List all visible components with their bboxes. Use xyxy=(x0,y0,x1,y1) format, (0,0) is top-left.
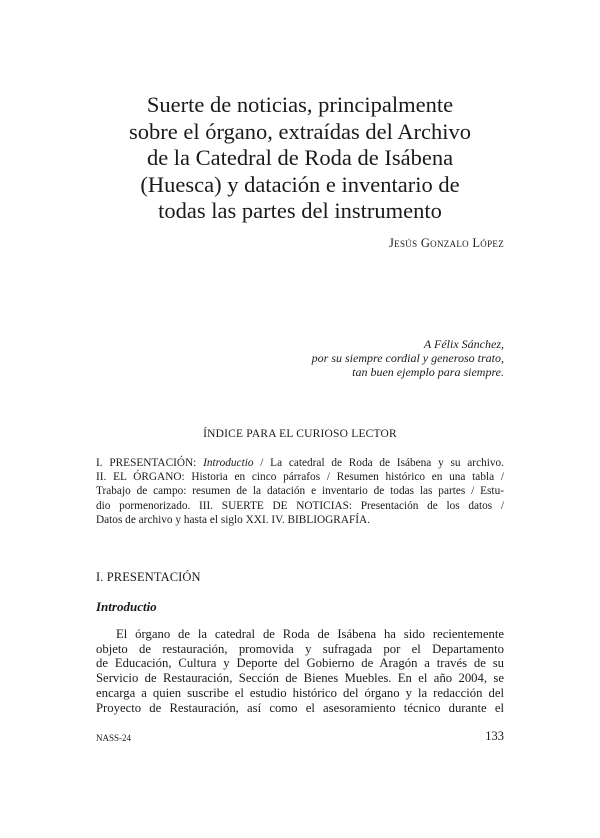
title-line: de la Catedral de Roda de Isábena xyxy=(146,145,454,170)
index-line: dio pormenorizado. III. SUERTE DE NOTICIAS: Presentación de los datos / xyxy=(96,499,504,512)
body-line: Servicio de Restauración, Sección de Bienes Muebles. En el año 2004, se xyxy=(96,671,504,686)
title-line: Suerte de noticias, principalmente xyxy=(146,92,454,117)
index-text: I. PRESENTACIÓN: xyxy=(96,457,204,469)
subsection-heading: Introductio xyxy=(96,599,157,614)
article-title xyxy=(96,92,504,225)
index-body xyxy=(96,456,504,527)
dedication-line: por su siempre cordial y generoso trato, xyxy=(311,351,504,366)
index-heading: ÍNDICE PARA EL CURIOSO LECTOR xyxy=(203,428,397,440)
index-line: Datos de archivo y hasta el siglo XXI. IV. BIBLIOGRAFÍA. xyxy=(96,513,371,526)
dedication xyxy=(204,337,504,380)
page-number: 133 xyxy=(485,729,504,743)
body-line: Proyecto de Restauración, así como el asesoramiento técnico durante el xyxy=(96,700,504,715)
index-text: / La catedral de Roda de Isábena y su archivo. xyxy=(253,457,504,469)
index-line: II. EL ÓRGANO: Historia en cinco párrafos / Resumen histórico en una tabla / xyxy=(96,471,504,484)
body-line: encarga a quien suscribe el estudio histórico del órgano y la redacción del xyxy=(96,685,504,700)
dedication-line: A Félix Sánchez, xyxy=(423,337,504,351)
title-line: (Huesca) y datación e inventario de xyxy=(140,171,460,197)
body-line: objeto de restauración, promovida y sufragada por el Departamento xyxy=(96,641,504,656)
body-paragraph xyxy=(96,627,504,715)
section-heading: I. PRESENTACIÓN xyxy=(96,570,201,584)
index-line: Trabajo de campo: resumen de la datación e inventario de todas las partes / Estu- xyxy=(96,485,504,498)
body-line: El órgano de la catedral de Roda de Isábena ha sido recientemente xyxy=(116,627,504,641)
author-name: Jesús Gonzalo López xyxy=(389,236,504,250)
title-line: sobre el órgano, extraídas del Archivo xyxy=(129,118,471,144)
index-emphasis: Introductio xyxy=(203,457,254,469)
body-line: de Educación, Cultura y Deporte del Gobierno de Aragón a través de su xyxy=(96,656,504,671)
journal-code: NASS-24 xyxy=(96,733,132,743)
index-line xyxy=(96,456,504,470)
dedication-line: tan buen ejemplo para siempre. xyxy=(352,365,504,380)
title-line: todas las partes del instrumento xyxy=(158,198,442,223)
